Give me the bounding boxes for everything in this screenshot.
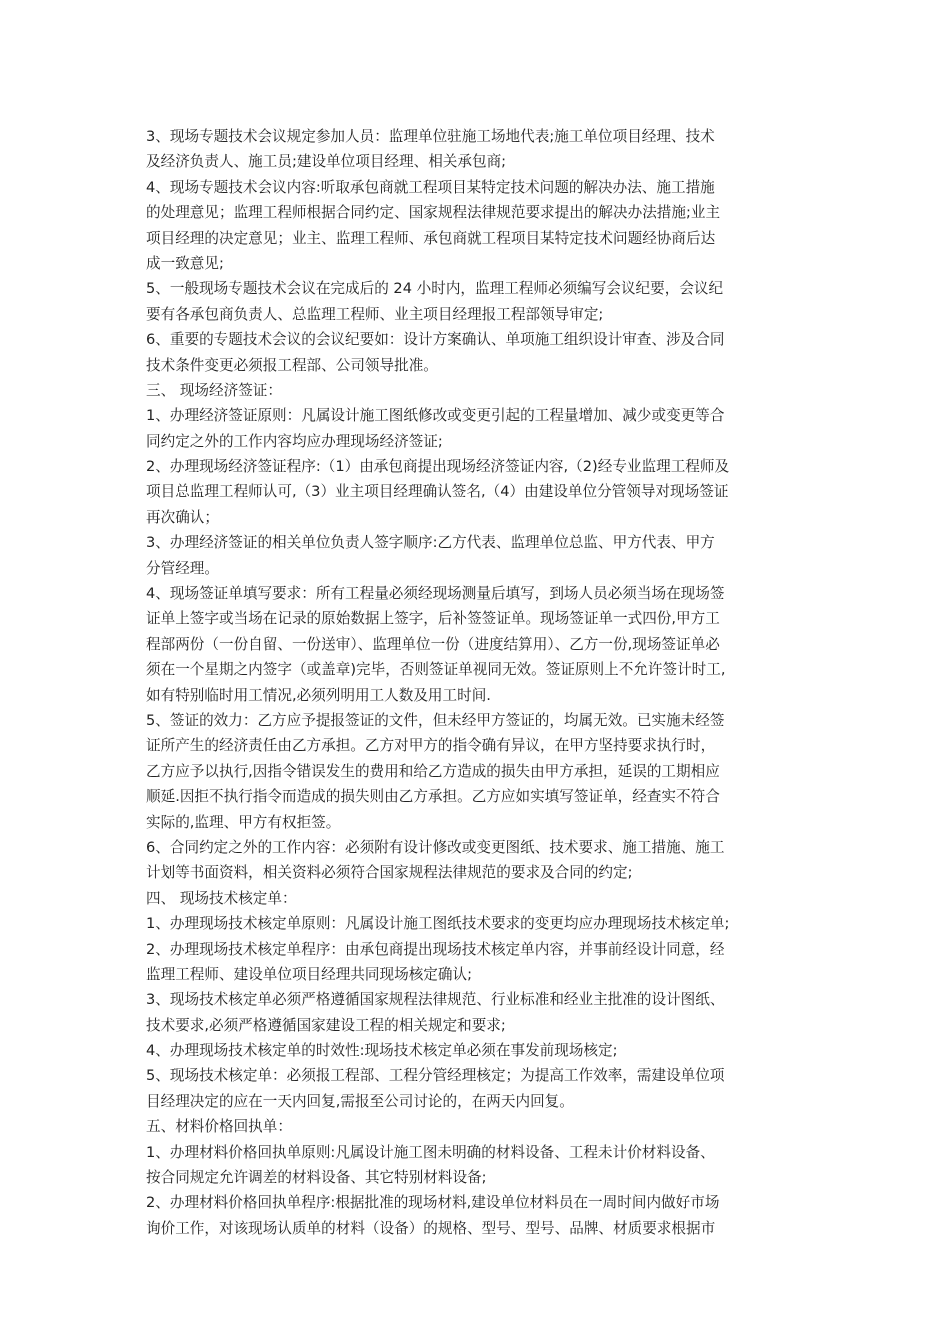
paragraph-line: 及经济负责人、施工员;建设单位项目经理、相关承包商; (146, 153, 507, 171)
paragraph-line-start: 五、材料价格回执单： (146, 1118, 292, 1136)
paragraph-line-start: 2、办理现场技术核定单程序：由承包商提出现场技术核定单内容，并事前经设计同意，经 (146, 940, 725, 958)
paragraph-line: 程部两份（一份自留、一份送审）、监理单位一份（进度结算用）、乙方一份,现场签证单必 (146, 635, 720, 653)
paragraph-line-start: 4、办理现场技术核定单的时效性:现场技术核定单必须在事发前现场核定; (146, 1042, 618, 1060)
paragraph-line-start: 5、一般现场专题技术会议在完成后的 24 小时内，监理工程师必须编写会议纪要，会议纪 (146, 280, 724, 298)
paragraph-line-start: 三、 现场经济签证： (146, 381, 282, 399)
document-page (146, 124, 816, 1241)
paragraph-line-start: 5、签证的效力：乙方应予提报签证的文件，但未经甲方签证的，均属无效。已实施未经签 (146, 711, 725, 729)
paragraph-line: 的处理意见；监理工程师根据合同约定、国家规程法律规范要求提出的解决办法措施;业主 (146, 204, 721, 222)
paragraph-line: 证所产生的经济责任由乙方承担。乙方对甲方的指令确有异议，在甲方坚持要求执行时， (146, 737, 716, 755)
paragraph-line: 成一致意见; (146, 254, 224, 272)
paragraph-line: 要有各承包商负责人、总监理工程师、业主项目经理报工程部领导审定; (146, 305, 604, 323)
paragraph-line-start: 5、现场技术核定单：必须报工程部、工程分管经理核定；为提高工作效率，需建设单位项 (146, 1067, 725, 1085)
paragraph-line-start: 4、现场签证单填写要求：所有工程量必须经现场测量后填写，到场人员必须当场在现场签 (146, 585, 725, 603)
paragraph-line: 乙方应予以执行,因指令错误发生的费用和给乙方造成的损失由甲方承担，延误的工期相应 (146, 762, 720, 780)
paragraph-line-start: 1、办理经济签证原则：凡属设计施工图纸修改或变更引起的工程量增加、减少或变更等合 (146, 407, 725, 425)
paragraph-line-start: 1、办理现场技术核定单原则：凡属设计施工图纸技术要求的变更均应办理现场技术核定单; (146, 915, 730, 933)
paragraph-line: 询价工作，对该现场认质单的材料（设备）的规格、型号、型号、品牌、材质要求根据市 (146, 1219, 716, 1237)
paragraph-line-start: 1、办理材料价格回执单原则:凡属设计施工图未明确的材料设备、工程未计价材料设备、 (146, 1143, 715, 1161)
paragraph-line-start: 3、现场专题技术会议规定参加人员：监理单位驻施工场地代表;施工单位项目经理、技术 (146, 128, 715, 145)
paragraph-line-start: 4、现场专题技术会议内容:听取承包商就工程项目某特定技术问题的解决办法、施工措施 (146, 178, 715, 196)
paragraph-line-start: 3、现场技术核定单必须严格遵循国家规程法律规范、行业标准和经业主批准的设计图纸、 (146, 991, 725, 1009)
paragraph-line: 顺延.因拒不执行指令而造成的损失则由乙方承担。乙方应如实填写签证单，经查实不符合 (146, 788, 720, 806)
paragraph-line: 须在一个星期之内签字（或盖章)完毕，否则签证单视同无效。签证原则上不允许签计时工, (146, 661, 726, 679)
paragraph-line: 技术要求,必须严格遵循国家建设工程的相关规定和要求; (146, 1016, 506, 1034)
paragraph-line-start: 6、合同约定之外的工作内容：必须附有设计修改或变更图纸、技术要求、施工措施、施工 (146, 838, 725, 856)
paragraph-line: 按合同规定允许调差的材料设备、其它特别材料设备; (146, 1169, 487, 1187)
paragraph-line-start: 2、办理材料价格回执单程序:根据批准的现场材料,建设单位材料员在一周时间内做好市场 (146, 1194, 720, 1212)
paragraph-line-start: 6、重要的专题技术会议的会议纪要如：设计方案确认、单项施工组织设计审查、涉及合同 (146, 331, 725, 349)
paragraph-line: 计划等书面资料，相关资料必须符合国家规程法律规范的要求及合同的约定; (146, 864, 633, 882)
paragraph-line: 证单上签字或当场在记录的原始数据上签字，后补签签证单。现场签证单一式四份,甲方工 (146, 610, 720, 628)
paragraph-line: 同约定之外的工作内容均应办理现场经济签证; (146, 432, 443, 450)
paragraph-line: 实际的,监理、甲方有权拒签。 (146, 813, 341, 831)
paragraph-line-start: 四、 现场技术核定单： (146, 889, 297, 907)
paragraph-line: 项目总监理工程师认可,（3）业主项目经理确认签名,（4）由建设单位分管领导对现场签证 (146, 483, 729, 501)
paragraph-line: 如有特别临时用工情况,必须列明用工人数及用工时间. (146, 686, 491, 704)
paragraph-line-start: 3、办理经济签证的相关单位负责人签字顺序:乙方代表、监理单位总监、甲方代表、甲方 (146, 534, 715, 552)
paragraph-line: 再次确认； (146, 508, 219, 526)
paragraph-line: 项目经理的决定意见；业主、监理工程师、承包商就工程项目某特定技术问题经协商后达 (146, 229, 716, 247)
paragraph-line-start: 2、办理现场经济签证程序:（1）由承包商提出现场经济签证内容,（2)经专业监理工程师及 (146, 458, 730, 476)
paragraph-line: 监理工程师、建设单位项目经理共同现场核定确认; (146, 965, 472, 983)
paragraph-line: 目经理决定的应在一天内回复,需报至公司讨论的，在两天内回复。 (146, 1092, 574, 1110)
paragraph-line: 技术条件变更必须报工程部、公司领导批准。 (146, 356, 438, 374)
paragraph-line: 分管经理。 (146, 559, 219, 577)
